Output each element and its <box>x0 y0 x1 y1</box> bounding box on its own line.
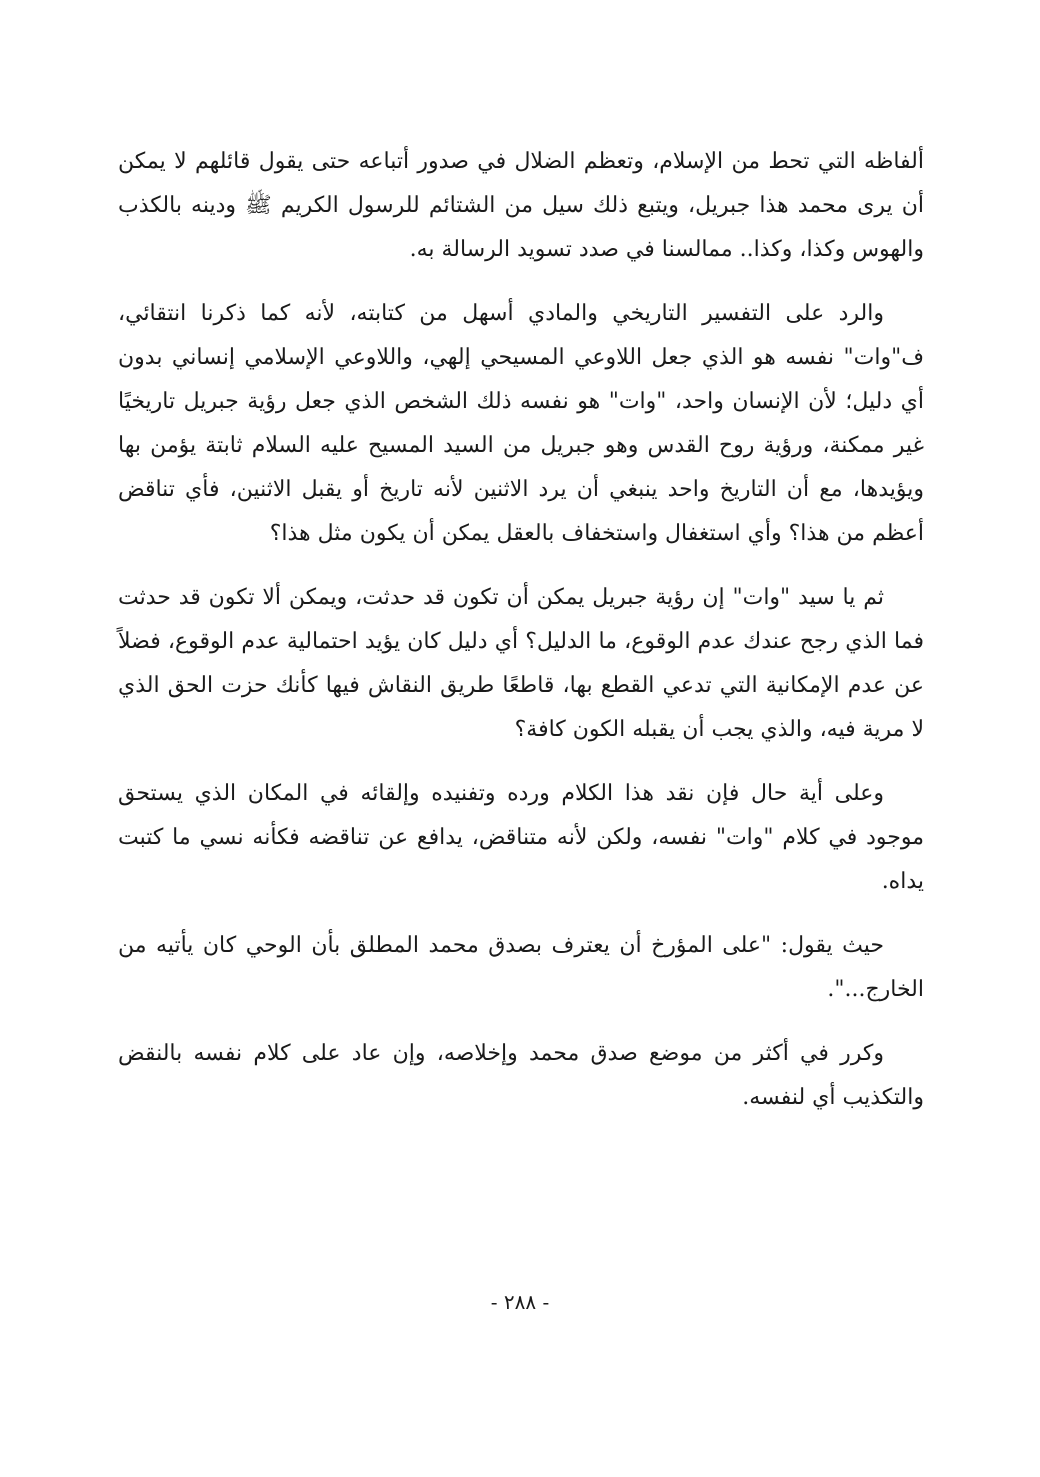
paragraph-3: ثم يا سيد "وات" إن رؤية جبريل يمكن أن تكون قد حدثت، ويمكن ألا تكون قد حدثت فما الذي رجح عندك عدم الوقوع، ما الدليل؟ أي دليل كان يؤيد احتمالية عدم الوقوع، فضلاً عن عدم الإمكانية التي تدعي القطع بها، قاطعًا طريق النقاش فيها كأنك حزت الحق الذي لا مرية فيه، والذي يجب أن يقبله الكون كافة؟ <box>118 585 924 742</box>
paragraph-5: حيث يقول: "على المؤرخ أن يعترف بصدق محمد المطلق بأن الوحي كان يأتيه من الخارج...". <box>118 933 924 1002</box>
paragraph-2: والرد على التفسير التاريخي والمادي أسهل من كتابته، لأنه كما ذكرنا انتقائي، ف"وات" نفسه هو الذي جعل اللاوعي المسيحي إلهي، واللاوعي الإسلامي إنساني بدون أي دليل؛ لأن الإنسان واحد، "وات" هو نفسه ذلك الشخص الذي جعل رؤية جبريل تاريخيًا غير ممكنة، ورؤية روح القدس وهو جبريل من السيد المسيح عليه السلام ثابتة يؤمن بها ويؤيدها، مع أن التاريخ واحد ينبغي أن يرد الاثنين لأنه تاريخ أو يقبل الاثنين، فأي تناقض أعظم من هذا؟ وأي استغفال واستخفاف بالعقل يمكن أن يكون مثل هذا؟ <box>118 301 924 546</box>
paragraph-1: ألفاظه التي تحط من الإسلام، وتعظم الضلال في صدور أتباعه حتى يقول قائلهم لا يمكن أن يرى محمد هذا جبريل، ويتبع ذلك سيل من الشتائم للرسول الكريم ﷺ ودينه بالكذب والهوس وكذا، وكذا.. ممالسنا في صدد تسويد الرسالة به. <box>118 149 924 262</box>
page-body <box>118 140 924 1140</box>
paragraph-6: وكرر في أكثر من موضع صدق محمد وإخلاصه، وإن عاد على كلام نفسه بالنقض والتكذيب أي لنفسه. <box>118 1041 924 1110</box>
paragraph-4: وعلى أية حال فإن نقد هذا الكلام ورده وتفنيده وإلقائه في المكان الذي يستحق موجود في كلام "وات" نفسه، ولكن لأنه متناقض، يدافع عن تناقضه فكأنه نسي ما كتبت يداه. <box>118 781 924 894</box>
page-number: - ٢٨٨ - <box>490 1290 550 1314</box>
